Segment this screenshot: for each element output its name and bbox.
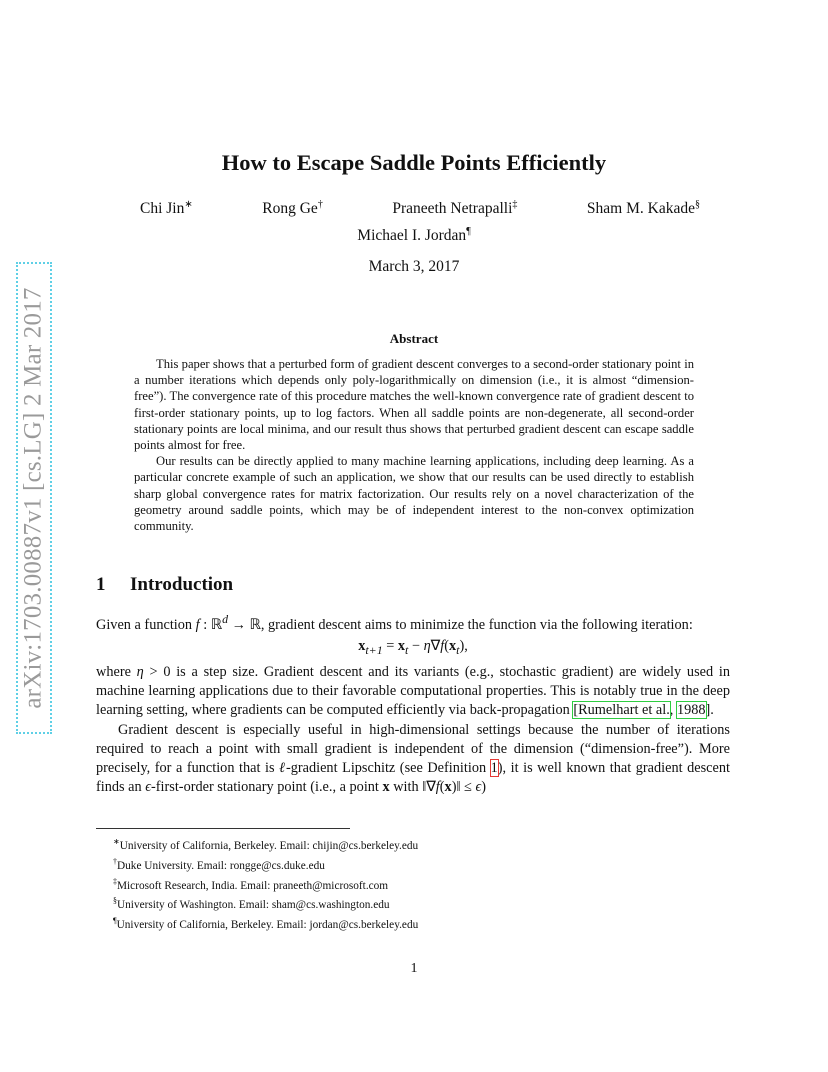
footnote-item: §University of Washington. Email: sham@cs.washington.edu <box>113 896 390 912</box>
abstract-heading: Abstract <box>389 331 439 346</box>
footnote-item: ¶University of California, Berkeley. Email: jordan@cs.berkeley.edu <box>113 916 419 931</box>
section-heading <box>96 574 233 596</box>
update-equation: $x_{t+1} = x_t - \eta\nabla f(x_t)$, <box>358 637 468 657</box>
paragraph-1: Given a function f : ℝ$^d$ → ℝ, gradient descent aims to minimize the function via the following iteration: <box>96 612 693 633</box>
citation-link-rumelhart[interactable]: [Rumelhart et al. <box>573 702 670 719</box>
section-title: Introduction <box>130 574 234 595</box>
citation-link-year[interactable]: 1988 <box>676 702 706 719</box>
paper-date: March 3, 2017 <box>368 258 460 275</box>
paragraph-3: Gradient descent is especially useful in high-dimensional settings because the number of iterations required to reach a point with small gradient is independent of the dimension (“dimension-free”). More precisely, for a function that is ℓ-gradient Lipschitz (see Definition 1), it is well known that gradient descent finds an ϵ-first-order stationary point (i.e., a point x with ‖∇f(x)‖ ≤ ϵ) <box>96 721 730 796</box>
author-3: Praneeth Netrapalli‡ <box>392 199 518 218</box>
author-5: Michael I. Jordan¶ <box>357 226 471 245</box>
arxiv-identifier-text: arXiv:1703.00887v1 [cs.LG] 2 Mar 2017 <box>20 287 47 709</box>
paper-title: How to Escape Saddle Points Efficiently <box>221 150 607 175</box>
author-1: Chi Jin∗ <box>140 199 193 218</box>
footnote-rule <box>96 828 350 829</box>
definition-ref-link[interactable]: 1 <box>490 760 498 777</box>
footnote-item: ∗University of California, Berkeley. Email: chijin@cs.berkeley.edu <box>113 837 419 852</box>
footnote-item: †Duke University. Email: rongge@cs.duke.edu <box>113 856 325 872</box>
author-2: Rong Ge† <box>262 199 323 218</box>
footnotes <box>113 834 418 933</box>
author-4: Sham M. Kakade§ <box>586 199 700 218</box>
body-text <box>96 610 730 797</box>
section-number: 1 <box>96 574 106 595</box>
page-number: 1 <box>410 961 418 976</box>
abstract-paragraph: This paper shows that a perturbed form of gradient descent converges to a second-order stationary point in a number iterations which depends only poly-logarithmically on dimension (i.e., it is almost “dimension-free”). The convergence rate of this procedure matches the well-known convergence rate of gradient descent to first-order stationary points, up to log factors. When all saddle points are non-degenerate, all second-order stationary points are local minima, and our result thus shows that perturbed gradient descent can escape saddle points almost for free. <box>134 357 694 453</box>
author-list <box>140 199 700 218</box>
paragraph-2: where η > 0 is a step size. Gradient descent and its variants (e.g., stochastic gradient) are widely used in machine learning applications due to their favorable computational properties. This is notably true in the deep learning setting, where gradients can be computed efficiently via back-propagation [Rumelhart et al., 1988]. <box>96 664 730 719</box>
abstract-paragraph: Our results can be directly applied to many machine learning applications, including deep learning. As a particular concrete example of such an application, we show that our results can be used directly to establish sharp global convergence rates for matrix factorization. Our results rely on a novel characterization of the geometry around saddle points, which may be of independent interest to the non-convex optimization community. <box>134 454 694 534</box>
footnote-item: ‡Microsoft Research, India. Email: praneeth@microsoft.com <box>113 876 389 892</box>
abstract-body <box>134 356 694 534</box>
